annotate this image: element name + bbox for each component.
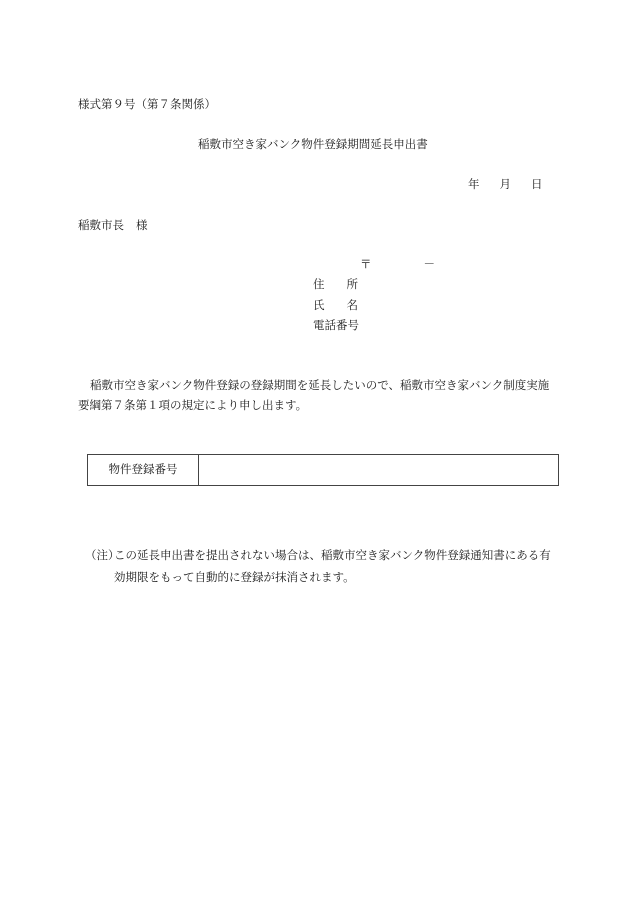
postal-code-line — [360, 256, 435, 273]
date-line — [468, 176, 543, 193]
form-number: 様式第９号（第７条関係） — [78, 97, 216, 111]
note-marker: （注） — [85, 548, 120, 562]
phone-label: 電話番号 — [313, 318, 359, 332]
date-day-label: 日 — [531, 177, 543, 191]
body-paragraph: 稲敷市空き家バンク物件登録の登録期間を延長したいので、稲敷市空き家バンク制度実施要綱第７条第１項の規定により申し出ます。 — [78, 378, 550, 412]
address-label-part-2: 所 — [346, 277, 358, 291]
note — [85, 545, 560, 589]
date-year-label: 年 — [468, 177, 480, 191]
postal-mark: 〒 — [360, 257, 372, 271]
address-label — [313, 276, 358, 293]
name-label-part-1: 氏 — [313, 298, 325, 312]
date-month-label: 月 — [499, 177, 511, 191]
page-title: 稲敷市空き家バンク物件登録期間延長申出書 — [198, 137, 428, 151]
registration-number-label: 物件登録番号 — [88, 455, 199, 485]
name-label-part-2: 名 — [346, 298, 358, 312]
addressee — [78, 217, 148, 234]
note-text: この延長申出書を提出されない場合は、稲敷市空き家バンク物件登録通知書にある有効期限をもって自動的に登録が抹消されます。 — [114, 548, 551, 584]
address-label-part-1: 住 — [313, 277, 325, 291]
postal-dash: － — [423, 257, 435, 271]
registration-number-field[interactable] — [199, 455, 558, 485]
addressee-honorific: 様 — [136, 218, 148, 232]
addressee-name: 稲敷市長 — [78, 218, 124, 232]
name-label — [313, 297, 358, 314]
registration-number-table — [87, 454, 559, 486]
